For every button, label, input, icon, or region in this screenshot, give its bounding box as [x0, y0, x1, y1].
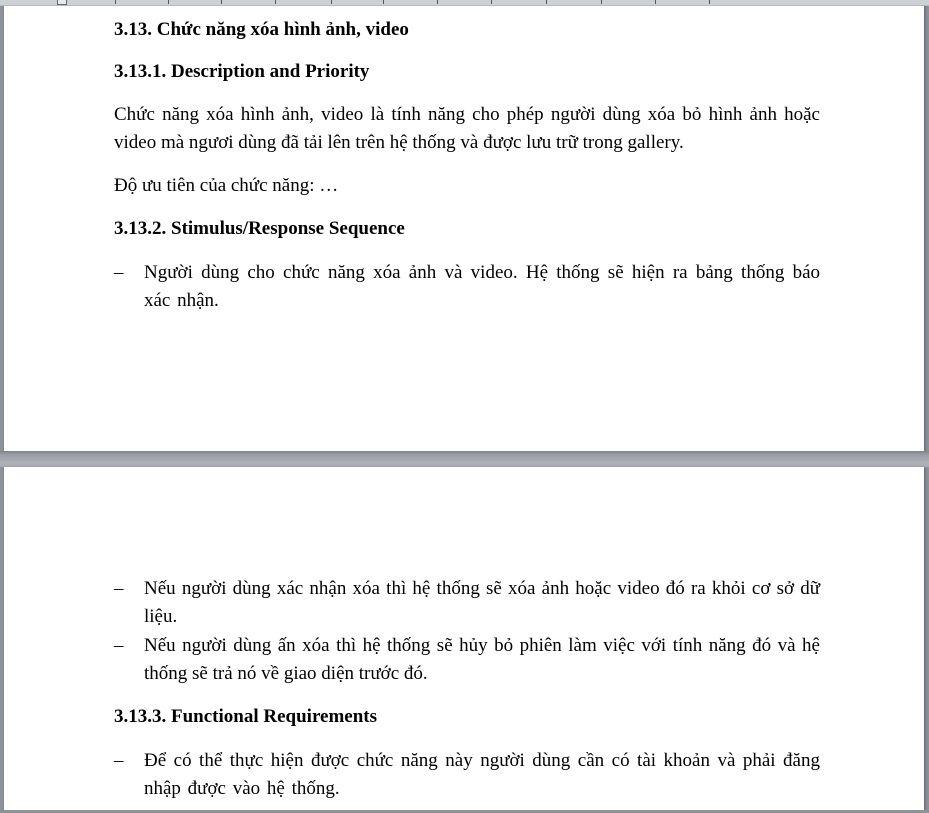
dash-bullet: – — [114, 750, 124, 771]
ruler-tick — [491, 0, 492, 4]
ruler-tick — [221, 0, 222, 4]
list-item — [114, 259, 820, 315]
workspace-right-edge — [924, 0, 929, 813]
indent-marker-handle[interactable] — [57, 0, 67, 5]
section-heading: 3.13. Chức năng xóa hình ảnh, video — [114, 19, 409, 40]
ruler-tick — [655, 0, 656, 4]
document-page-1[interactable] — [4, 0, 924, 451]
list-item-text: Để có thể thực hiện được chức năng này người dùng cần có tài khoản và phải đăng nhập được vào hệ thống. — [144, 750, 820, 799]
description-paragraph: Chức năng xóa hình ảnh, video là tính năng cho phép người dùng xóa bỏ hình ảnh hoặc video mà ngươi dùng đã tải lên trên hệ thống và được lưu trữ trong gallery. — [114, 104, 820, 153]
dash-bullet: – — [114, 635, 124, 656]
list-item-text: Nếu người dùng ấn xóa thì hệ thống sẽ hủy bỏ phiên làm việc với tính năng đó và hệ thống sẽ trả nó về giao diện trước đó. — [144, 635, 820, 684]
subsection-heading-functional-requirements: 3.13.3. Functional Requirements — [114, 706, 378, 727]
ruler-tick — [115, 0, 116, 4]
document-page-2[interactable] — [4, 467, 924, 810]
list-item — [114, 747, 820, 803]
page-break-gap — [0, 451, 929, 467]
list-item-text: Nếu người dùng xác nhận xóa thì hệ thống sẽ xóa ảnh hoặc video đó ra khỏi cơ sở dữ liệu. — [144, 578, 820, 627]
ruler-tick — [709, 0, 710, 4]
subsection-heading-stimulus: 3.13.2. Stimulus/Response Sequence — [114, 218, 405, 239]
list-item — [114, 632, 820, 688]
ruler-tick — [437, 0, 438, 4]
ruler-tick — [275, 0, 276, 4]
dash-bullet: – — [114, 578, 124, 599]
list-item-text: Người dùng cho chức năng xóa ảnh và video. Hệ thống sẽ hiện ra bảng thống báo xác nhận. — [144, 262, 820, 311]
dash-bullet: – — [114, 262, 124, 283]
list-item — [114, 575, 820, 631]
ruler-tick — [601, 0, 602, 4]
ruler-tick — [546, 0, 547, 4]
ruler-tick — [383, 0, 384, 4]
ruler-tick — [168, 0, 169, 4]
horizontal-ruler[interactable] — [0, 0, 929, 6]
subsection-heading-description: 3.13.1. Description and Priority — [114, 61, 370, 82]
priority-paragraph: Độ ưu tiên của chức năng: … — [114, 175, 339, 196]
ruler-tick — [331, 0, 332, 4]
